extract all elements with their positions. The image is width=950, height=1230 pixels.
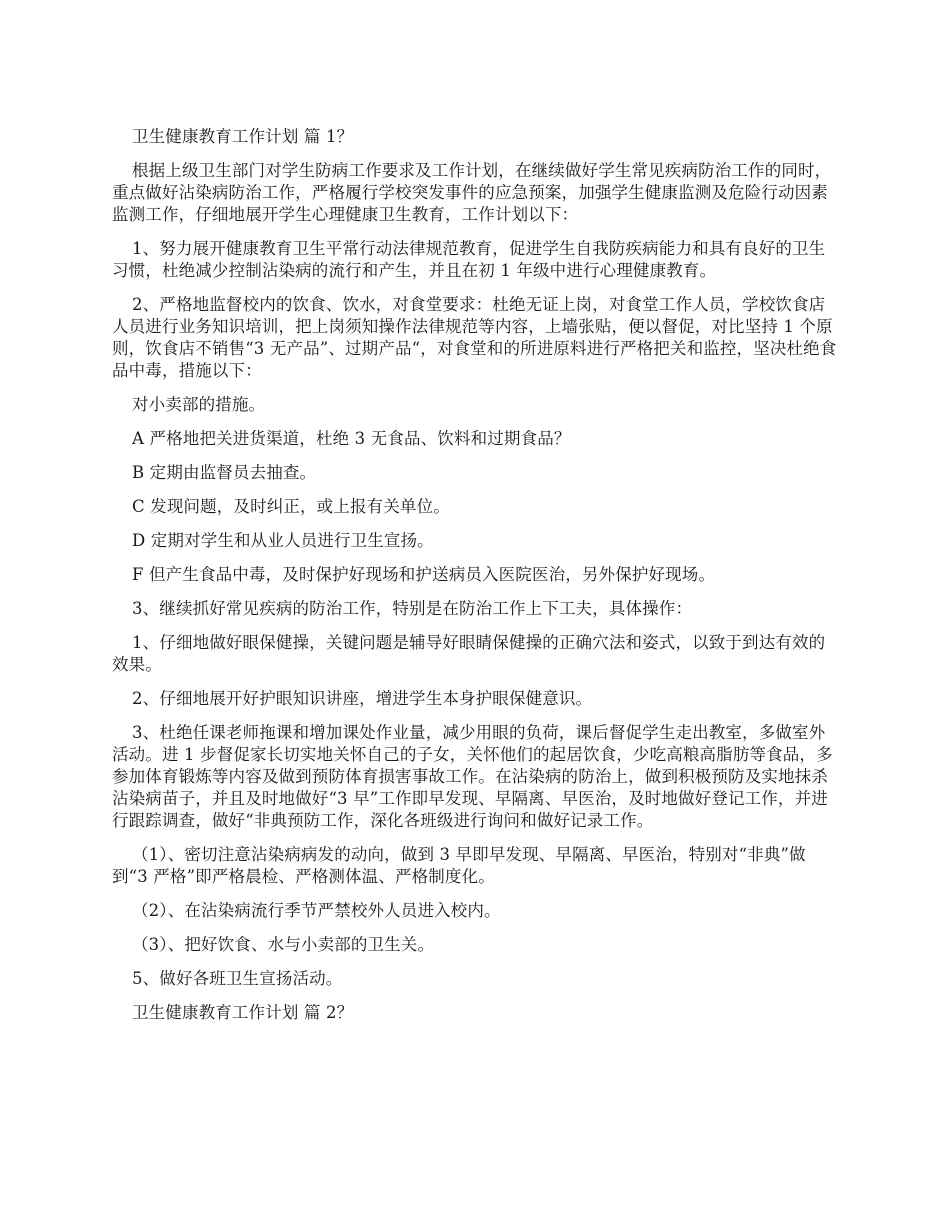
- section-heading-2: 卫生健康教育工作计划 篇 2？: [132, 1003, 354, 1022]
- paragraph-item-2: 2、严格地监督校内的饮食、饮水，对食堂要求：杜绝无证上岗，对食堂工作人员，学校饮食店人员进行业务知识培训，把上岗须知操作法律规范等内容，上墙张贴，便以督促，对比坚持 1 个原则，饮食店不销售“3 无产品”、过期产品“，对食堂和的所进原料进行严格把关和监控，坚决杜绝食品中毒，措施以下：: [112, 295, 837, 380]
- paragraph-sub-1: 1、仔细地做好眼保健操，关键问题是辅导好眼睛保健操的正确穴法和姿式，以致于到达有效的效果。: [112, 633, 826, 674]
- paragraph-measure-f: F 但产生食品中毒，及时保护好现场和护送病员入医院医治，另外保护好现场。: [132, 565, 716, 584]
- paragraph-sub-3: 3、杜绝任课老师拖课和增加课处作业量，减少用眼的负荷，课后督促学生走出教室，多做室外活动。进 1 步督促家长切实地关怀自己的子女，关怀他们的起居饮食，少吃高粮高脂肪等食品，多参加体育锻炼等内容及做到预防体育损害事故工作。在沾染病的防治上，做到积极预防及实地抹杀沾染病苗子，并且及时地做好“3 早”工作即早发现、早隔离、早医治，及时地做好登记工作，并进行跟踪调查，做好“非典预防工作，深化各班级进行询问和做好记录工作。: [112, 723, 833, 830]
- intro-paragraph: 根据上级卫生部门对学生防病工作要求及工作计划，在继续做好学生常见疾病防治工作的同时，重点做好沾染病防治工作，严格履行学校突发事件的应急预案，加强学生健康监测及危险行动因素监测工作，仔细地展开学生心理健康卫生教育，工作计划以下：: [112, 161, 832, 224]
- paragraph-point-3: （3）、把好饮食、水与小卖部的卫生关。: [132, 935, 435, 954]
- document-body: [112, 126, 840, 1036]
- paragraph-item-5: 5、做好各班卫生宣扬活动。: [132, 969, 343, 988]
- paragraph-measure-b: B 定期由监督员去抽查。: [132, 463, 317, 482]
- paragraph-shop-measures: 对小卖部的措施。: [132, 395, 266, 414]
- paragraph-sub-2: 2、仔细地展开好护眼知识讲座，增进学生本身护眼保健意识。: [132, 689, 593, 708]
- paragraph-point-1: （1）、密切注意沾染病病发的动向，做到 3 早即早发现、早隔离、早医治，特别对“非典”做到“3 严格”即严格晨检、严格测体温、严格制度化。: [112, 845, 806, 886]
- section-heading: 卫生健康教育工作计划 篇 1？: [132, 127, 354, 146]
- paragraph-point-2: （2）、在沾染病流行季节严禁校外人员进入校内。: [132, 901, 501, 920]
- paragraph-measure-d: D 定期对学生和从业人员进行卫生宣扬。: [132, 531, 434, 550]
- paragraph-item-3: 3、继续抓好常见疾病的防治工作，特别是在防治工作上下工夫，具体操作：: [132, 599, 693, 618]
- paragraph-item-1: 1、努力展开健康教育卫生平常行动法律规范教育，促进学生自我防疾病能力和具有良好的卫生习惯，杜绝减少控制沾染病的流行和产生，并且在初 1 年级中进行心理健康教育。: [112, 239, 826, 280]
- paragraph-measure-a: A 严格地把关进货渠道，杜绝 3 无食品、饮料和过期食品？: [132, 429, 571, 448]
- paragraph-measure-c: C 发现问题，及时纠正，或上报有关单位。: [132, 497, 450, 516]
